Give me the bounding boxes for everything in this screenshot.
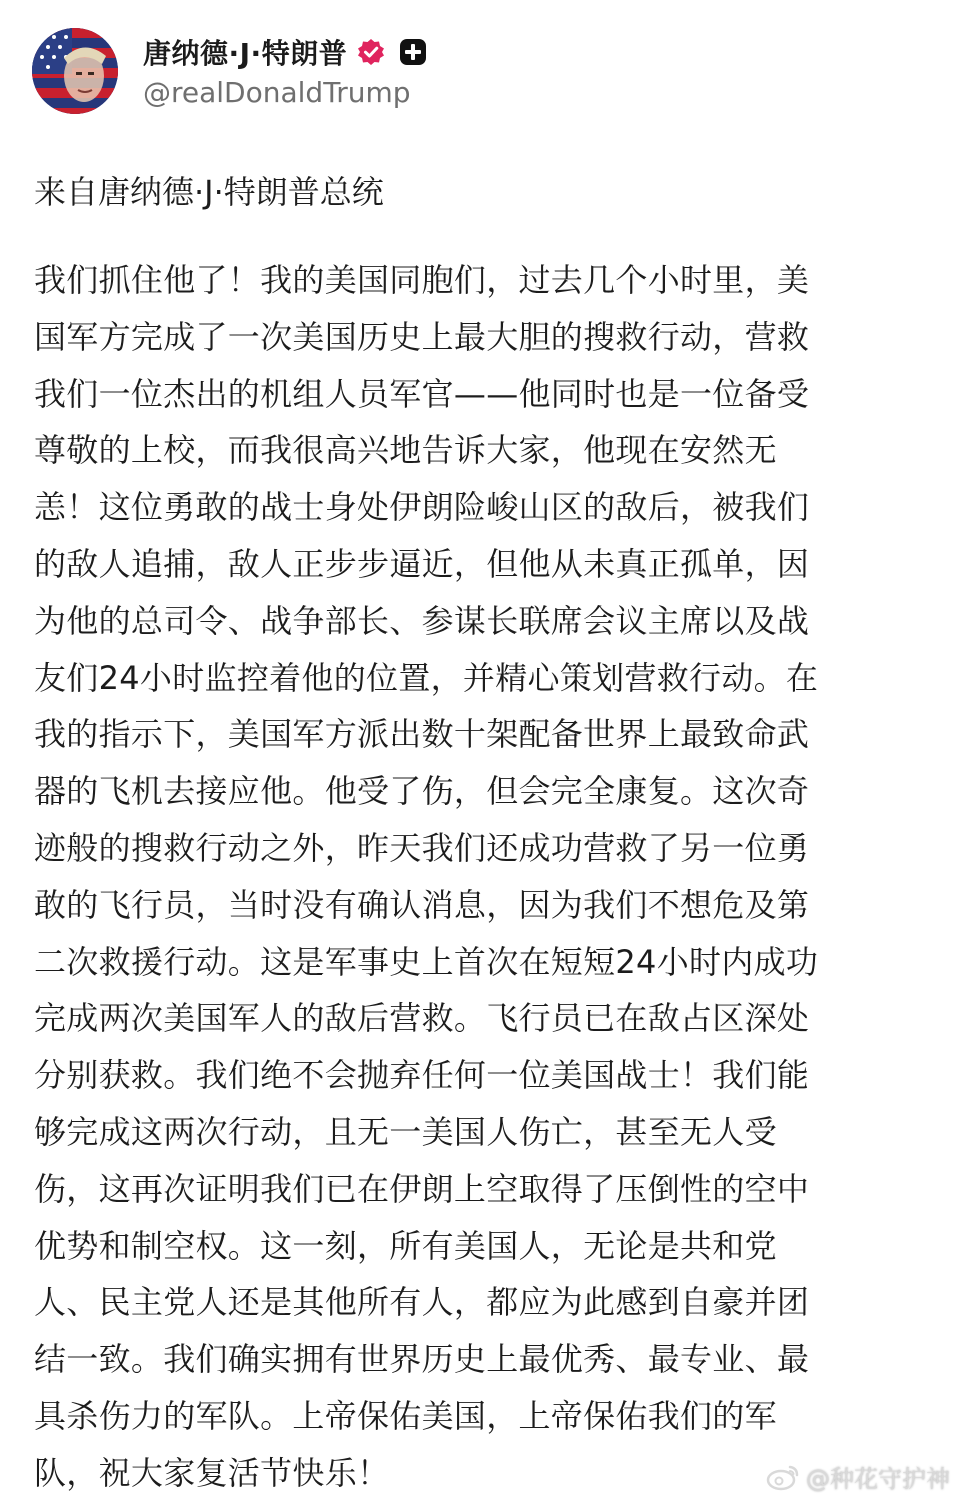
name-row [143,30,427,74]
post-body-line: 我们一位杰出的机组人员军官——他同时也是一位备受 [34,374,810,413]
verified-badge-icon [357,38,385,66]
post-header [0,0,960,130]
post-body-line: 的敌人追捕，敌人正步步逼近，但他从未真正孤单，因 [34,544,810,583]
avatar[interactable] [32,28,118,114]
weibo-logo-icon [766,1463,800,1491]
post-body-line: 具杀伤力的军队。上帝保佑美国，上帝保佑我们的军 [34,1396,777,1435]
post-body [34,252,914,1502]
post-body-line: 器的飞机去接应他。他受了伤，但会完全康复。这次奇 [34,772,810,811]
post-body-line: 迹般的搜救行动之外，昨天我们还成功营救了另一位勇 [34,828,810,867]
post-body-line: 二次救援行动。这是军事史上首次在短短24小时内成功 [34,942,819,981]
post-body-line: 伤，这再次证明我们已在伊朗上空取得了压倒性的空中 [34,1169,810,1208]
post-body-line: 优势和制空权。这一刻，所有美国人，无论是共和党 [34,1226,777,1265]
post-title: 来自唐纳德·J·特朗普总统 [34,173,384,211]
watermark [766,1459,950,1494]
post-body-line: 恙！这位勇敢的战士身处伊朗险峻山区的敌后，被我们 [34,488,810,527]
watermark-text: @种花守护神 [806,1465,950,1493]
post-body-line: 敢的飞行员，当时没有确认消息，因为我们不想危及第 [34,885,810,924]
post-body-line: 国军方完成了一次美国历史上最大胆的搜救行动，营救 [34,317,810,356]
post-body-line: 分别获救。我们绝不会抛弃任何一位美国战士！我们能 [34,1056,810,1095]
post-body-line: 人、民主党人还是其他所有人，都应为此感到自豪并团 [34,1283,810,1322]
post-body-line: 结一致。我们确实拥有世界历史上最优秀、最专业、最 [34,1340,810,1379]
post-body-line: 为他的总司令、战争部长、参谋长联席会议主席以及战 [34,601,810,640]
avatar-image [32,28,118,114]
post-body-line: 完成两次美国军人的敌后营救。飞行员已在敌占区深处 [34,999,810,1038]
post-body-line: 尊敬的上校，而我很高兴地告诉大家，他现在安然无 [34,431,777,470]
display-name[interactable]: 唐纳德·J·特朗普 [143,37,348,70]
post-body-line: 够完成这两次行动，且无一美国人伤亡，甚至无人受 [34,1112,777,1151]
post-body-line: 我的指示下，美国军方派出数十架配备世界上最致命武 [34,715,810,754]
post-body-line: 我们抓住他了！我的美国同胞们，过去几个小时里，美 [34,261,810,299]
plus-square-icon[interactable] [399,38,427,66]
post-body-line: 友们24小时监控着他的位置，并精心策划营救行动。在 [34,658,819,697]
post-body-line: 队，祝大家复活节快乐！ [34,1453,390,1492]
account-handle[interactable]: @realDonaldTrump [143,76,411,109]
